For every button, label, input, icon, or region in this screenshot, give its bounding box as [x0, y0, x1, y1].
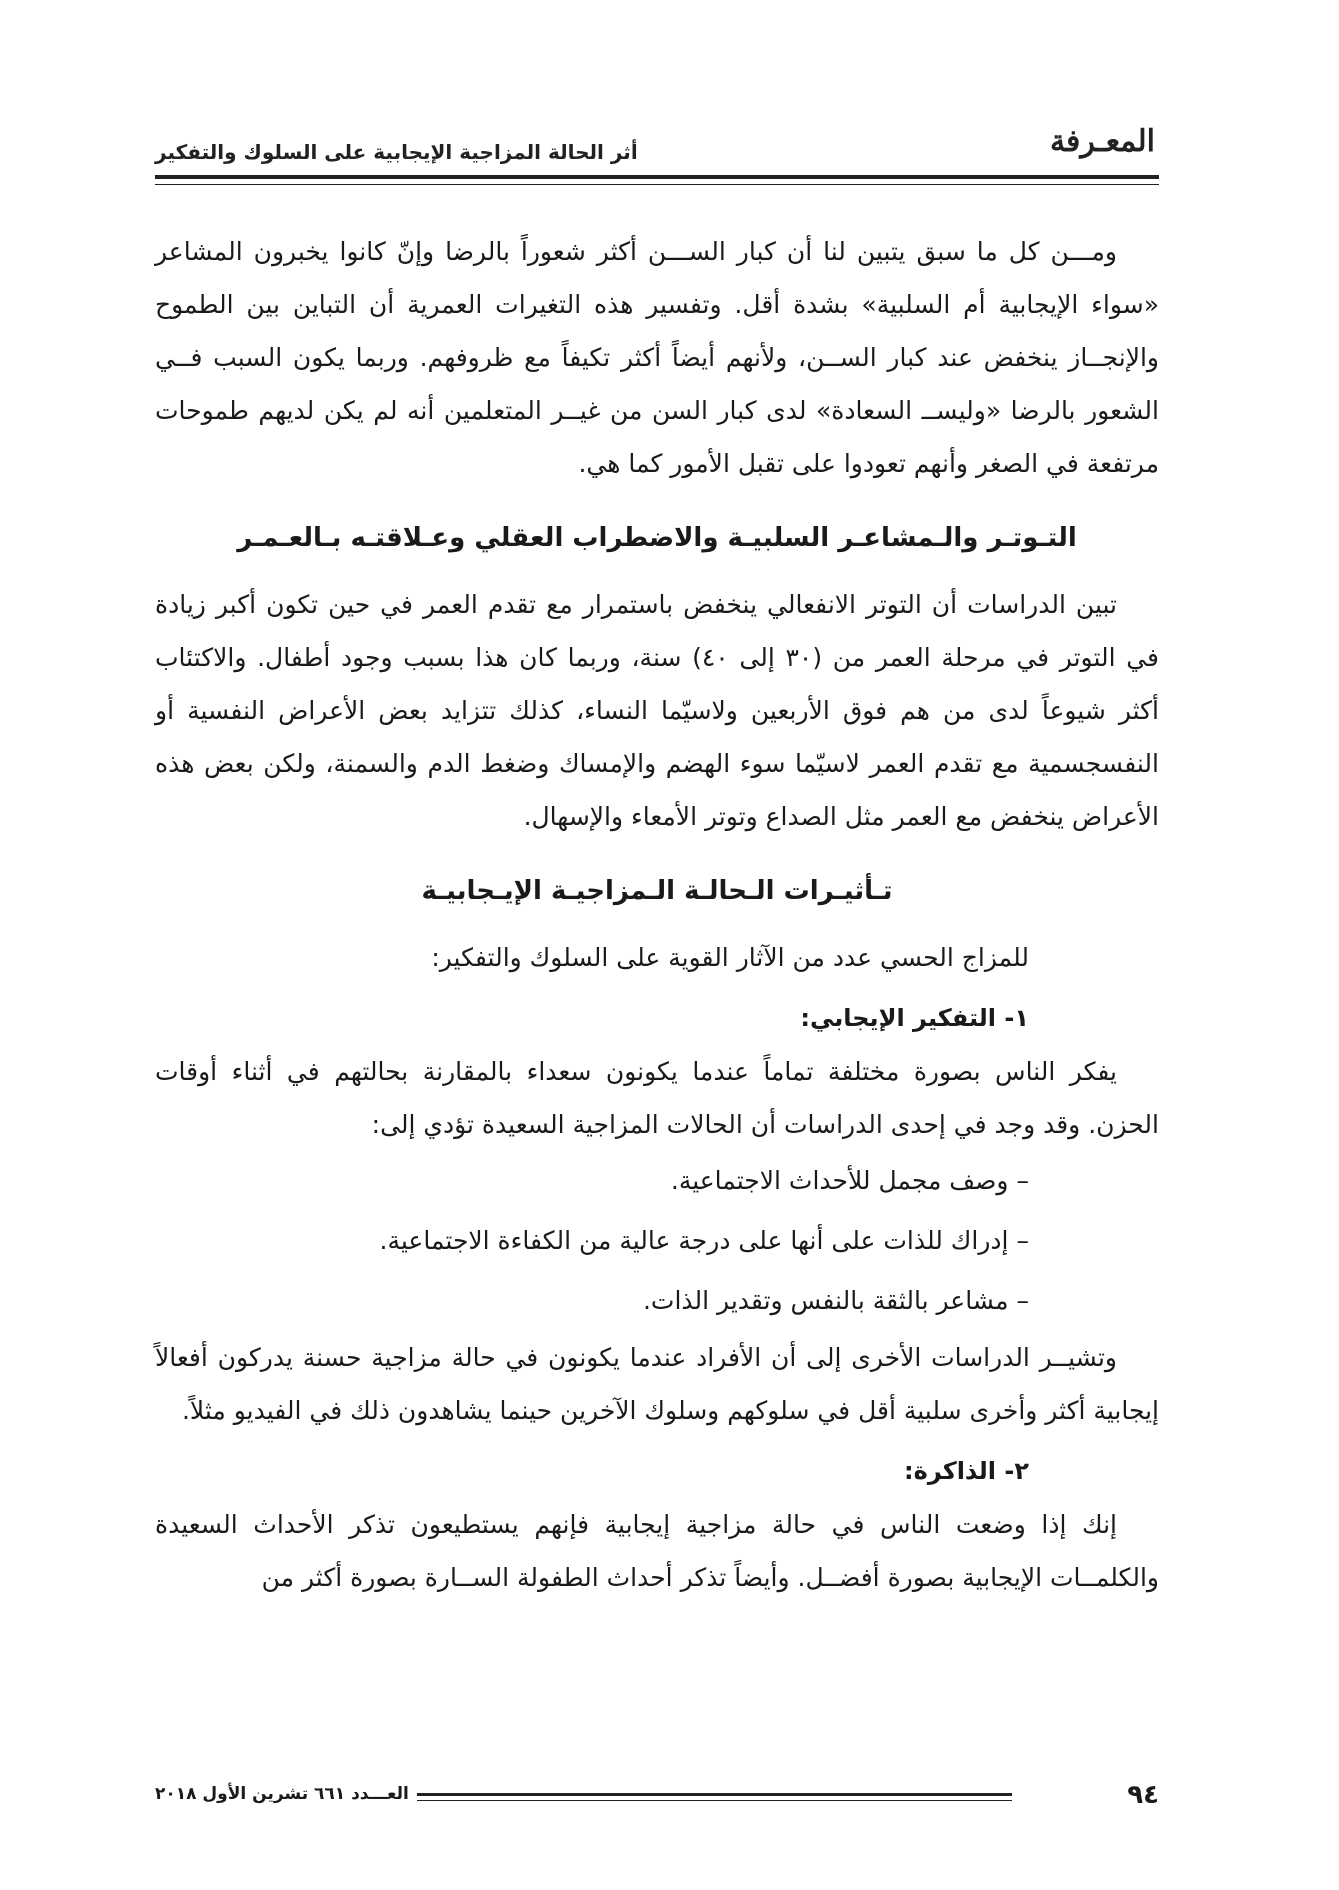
article-body [155, 225, 1159, 1604]
running-title: أثر الحالة المزاجية الإيجابية على السلوك والتفكير [155, 140, 638, 164]
bullet-list [155, 1151, 1159, 1331]
paragraph-4: وتشيــر الدراسات الأخرى إلى أن الأفراد عندما يكونون في حالة مزاجية حسنة يدركون أفعالاً إيجابية أكثر وأخرى سلبية أقل في سلوكهم وسلوك الآخرين حينما يشاهدون ذلك في الفيديو مثلاً. [155, 1343, 1159, 1425]
header-rule-thick [155, 175, 1159, 179]
header-rule-thin [155, 184, 1159, 185]
page-number: ٩٤ [1127, 1780, 1159, 1810]
section-heading-effects: تـأثيـرات الـحالـة الـمزاجيـة الإيـجابيـة [421, 876, 893, 906]
document-page [155, 0, 1159, 1890]
subheading-memory: ٢- الذاكرة: [904, 1457, 1029, 1485]
paragraph-5: إنك إذا وضعت الناس في حالة مزاجية إيجابية فإنهم يستطيعون تذكر الأحداث السعيدة والكلمــات الإيجابية بصورة أفضــل. وأيضاً تذكر أحداث الطفولة الســارة بصورة أكثر من [155, 1510, 1159, 1592]
subheading-positive-thinking: ١- التفكير الإيجابي: [800, 1004, 1029, 1032]
section-heading-stress: التـوتـر والـمشاعـر السلبيـة والاضطراب العقلي وعـلاقتـه بـالعـمـر [237, 523, 1077, 553]
list-item: –وصف مجمل للأحداث الاجتماعية. [670, 1166, 1029, 1195]
paragraph-2: تبين الدراسات أن التوتر الانفعالي ينخفض باستمرار مع تقدم العمر في حين تكون أكبر زيادة في التوتر في مرحلة العمر من (٣٠ إلى ٤٠) سنة، وربما كان هذا بسبب وجود أطفال. والاكتئاب أكثر شيوعاً لدى من هم فوق الأربعين ولاسيّما النساء، كذلك تتزايد بعض الأعراض النفسية أو النفسجسمية مع تقدم العمر لاسيّما سوء الهضم والإمساك وضغط الدم والسمنة، ولكن بعض هذه الأعراض ينخفض مع العمر مثل الصداع وتوتر الأمعاء والإسهال. [155, 590, 1160, 831]
footer-rule-thick [417, 1793, 1012, 1796]
page-footer [155, 1780, 1159, 1820]
list-item: –إدراك للذات على أنها على درجة عالية من الكفاءة الاجتماعية. [379, 1226, 1029, 1255]
paragraph-3: يفكر الناس بصورة مختلفة تماماً عندما يكونون سعداء بالمقارنة بحالتهم في أثناء أوقات الحزن. وقد وجد في إحدى الدراسات أن الحالات المزاجية السعيدة تؤدي إلى: [155, 1057, 1159, 1139]
footer-rule-thin [417, 1800, 1012, 1801]
list-item: –مشاعر بالثقة بالنفس وتقدير الذات. [642, 1286, 1029, 1315]
magazine-logo: المعـرفة [1049, 124, 1155, 159]
intro-line: للمزاج الحسي عدد من الآثار القوية على السلوك والتفكير: [431, 943, 1029, 972]
page-header [155, 118, 1159, 168]
paragraph-1: ومـــن كل ما سبق يتبين لنا أن كبار الســـن أكثر شعوراً بالرضا وإنّ كانوا يخبرون المشاعر «سواء الإيجابية أم السلبية» بشدة أقل. وتفسير هذه التغيرات العمرية أن التباين بين الطموح والإنجــاز ينخفض عند كبار الســن، ولأنهم أيضاً أكثر تكيفاً مع ظروفهم. وربما يكون السبب فــي الشعور بالرضا «وليســ السعادة» لدى كبار السن من غيــر المتعلمين أنه لم يكن لديهم طموحات مرتفعة في الصغر وأنهم تعودوا على تقبل الأمور كما هي. [155, 237, 1159, 478]
issue-info: العـــدد ٦٦١ تشرين الأول ٢٠١٨ [155, 1784, 409, 1804]
